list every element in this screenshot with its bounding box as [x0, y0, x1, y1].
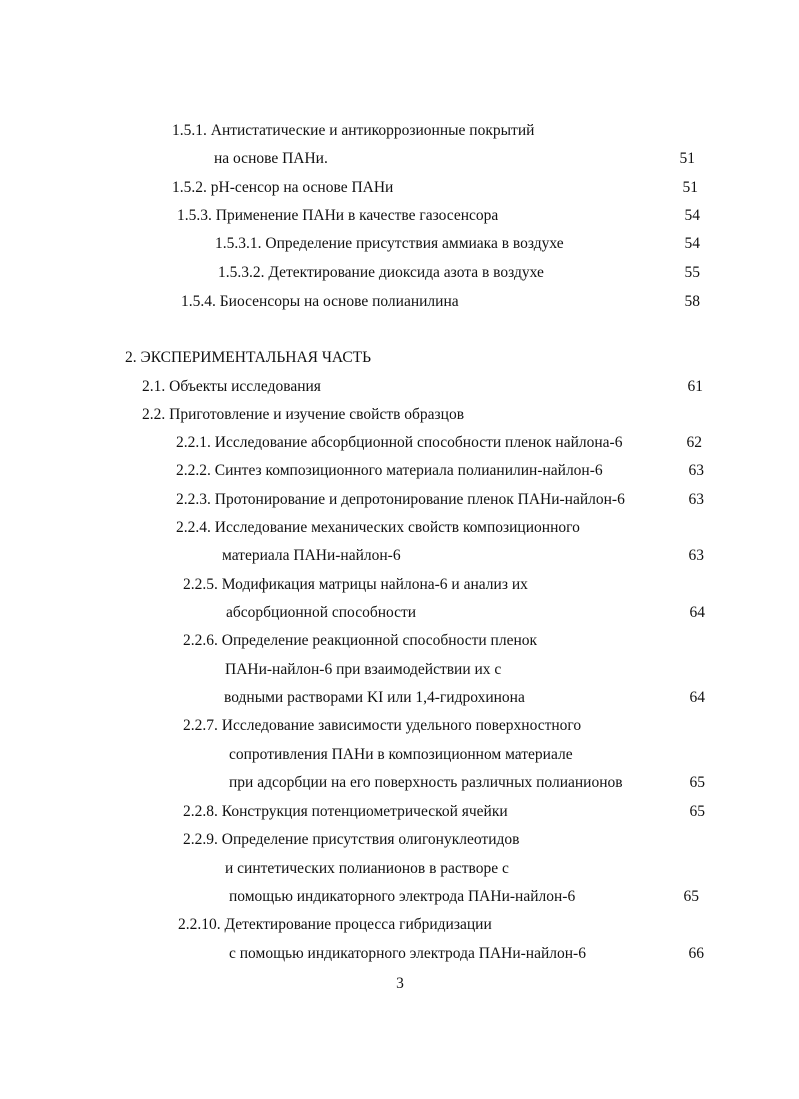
toc-page-2-2-1: 62 [686, 434, 702, 451]
toc-entry-1-5-3: 1.5.3. Применение ПАНи в качестве газосенсора [177, 207, 499, 224]
toc-page-2-2-2: 63 [688, 462, 704, 479]
toc-entry-2-2-10-line2: с помощью индикаторного электрода ПАНи-найлон-6 [229, 945, 586, 962]
toc-page-1-5-4: 58 [684, 293, 700, 310]
toc-entry-1-5-2: 1.5.2. рН-сенсор на основе ПАНи [172, 179, 394, 196]
toc-entry-1-5-1-line1: 1.5.1. Антистатические и антикоррозионные покрытий [172, 122, 535, 139]
toc-page-2-2-6: 64 [689, 689, 705, 706]
toc-page-2-2-8: 65 [689, 803, 705, 820]
toc-entry-2-2-9-line3: помощью индикаторного электрода ПАНи-найлон-6 [229, 888, 576, 905]
toc-page-2-2-7: 65 [689, 774, 705, 791]
toc-page-1-5-3-1: 54 [684, 235, 700, 252]
toc-page-2-1: 61 [687, 378, 703, 395]
toc-entry-1-5-1-line2: на основе ПАНи. [214, 150, 328, 167]
toc-page-2-2-10: 66 [688, 945, 704, 962]
toc-entry-2-1: 2.1. Объекты исследования [142, 378, 321, 395]
toc-entry-2-2: 2.2. Приготовление и изучение свойств образцов [142, 406, 465, 423]
toc-entry-2-2-1: 2.2.1. Исследование абсорбционной способности пленок найлона-6 [176, 434, 623, 451]
toc-entry-2-2-8: 2.2.8. Конструкция потенциометрической ячейки [183, 803, 508, 820]
toc-entry-2-2-2: 2.2.2. Синтез композиционного материала полианилин-найлон-6 [176, 462, 603, 479]
toc-entry-1-5-3-1: 1.5.3.1. Определение присутствия аммиака в воздухе [215, 235, 564, 252]
toc-entry-2-2-9-line2: и синтетических полианионов в растворе с [225, 860, 509, 877]
toc-entry-2-2-5-line1: 2.2.5. Модификация матрицы найлона-6 и анализ их [183, 576, 528, 593]
toc-entry-2-2-3: 2.2.3. Протонирование и депротонирование пленок ПАНи-найлон-6 [176, 491, 625, 508]
toc-entry-1-5-4: 1.5.4. Биосенсоры на основе полианилина [181, 293, 459, 310]
toc-entry-2-2-6-line2: ПАНи-найлон-6 при взаимодействии их с [225, 661, 502, 678]
toc-entry-2-2-7-line2: сопротивления ПАНи в композиционном материале [229, 746, 573, 763]
toc-page-2-2-9: 65 [683, 888, 699, 905]
toc-entry-2-2-5-line2: абсорбционной способности [226, 604, 417, 621]
toc-page-1-5-1: 51 [679, 150, 695, 167]
toc-entry-2-2-9-line1: 2.2.9. Определение присутствия олигонуклеотидов [183, 831, 520, 848]
page-number: 3 [396, 975, 404, 992]
toc-page-2-2-5: 64 [689, 604, 705, 621]
toc-entry-2-2-6-line1: 2.2.6. Определение реакционной способности пленок [183, 632, 538, 649]
toc-entry-1-5-3-2: 1.5.3.2. Детектирование диоксида азота в воздухе [218, 264, 544, 281]
toc-page-2-2-4: 63 [688, 547, 704, 564]
toc-entry-2-2-4-line2: материала ПАНи-найлон-6 [222, 547, 401, 564]
toc-entry-2-2-4-line1: 2.2.4. Исследование механических свойств композиционного [176, 519, 580, 536]
toc-page-1-5-2: 51 [682, 179, 698, 196]
toc-entry-2-2-7-line1: 2.2.7. Исследование зависимости удельного поверхностного [183, 717, 582, 734]
toc-entry-2-2-6-line3: водными растворами KI или 1,4-гидрохинона [224, 689, 525, 706]
toc-section-2-heading: 2. ЭКСПЕРИМЕНТАЛЬНАЯ ЧАСТЬ [125, 349, 372, 366]
toc-entry-2-2-10-line1: 2.2.10. Детектирование процесса гибридизации [178, 916, 492, 933]
toc-page-1-5-3-2: 55 [684, 264, 700, 281]
toc-entry-2-2-7-line3: при адсорбции на его поверхность различных полианионов [229, 774, 623, 791]
toc-page-2-2-3: 63 [688, 491, 704, 508]
toc-page-1-5-3: 54 [684, 207, 700, 224]
